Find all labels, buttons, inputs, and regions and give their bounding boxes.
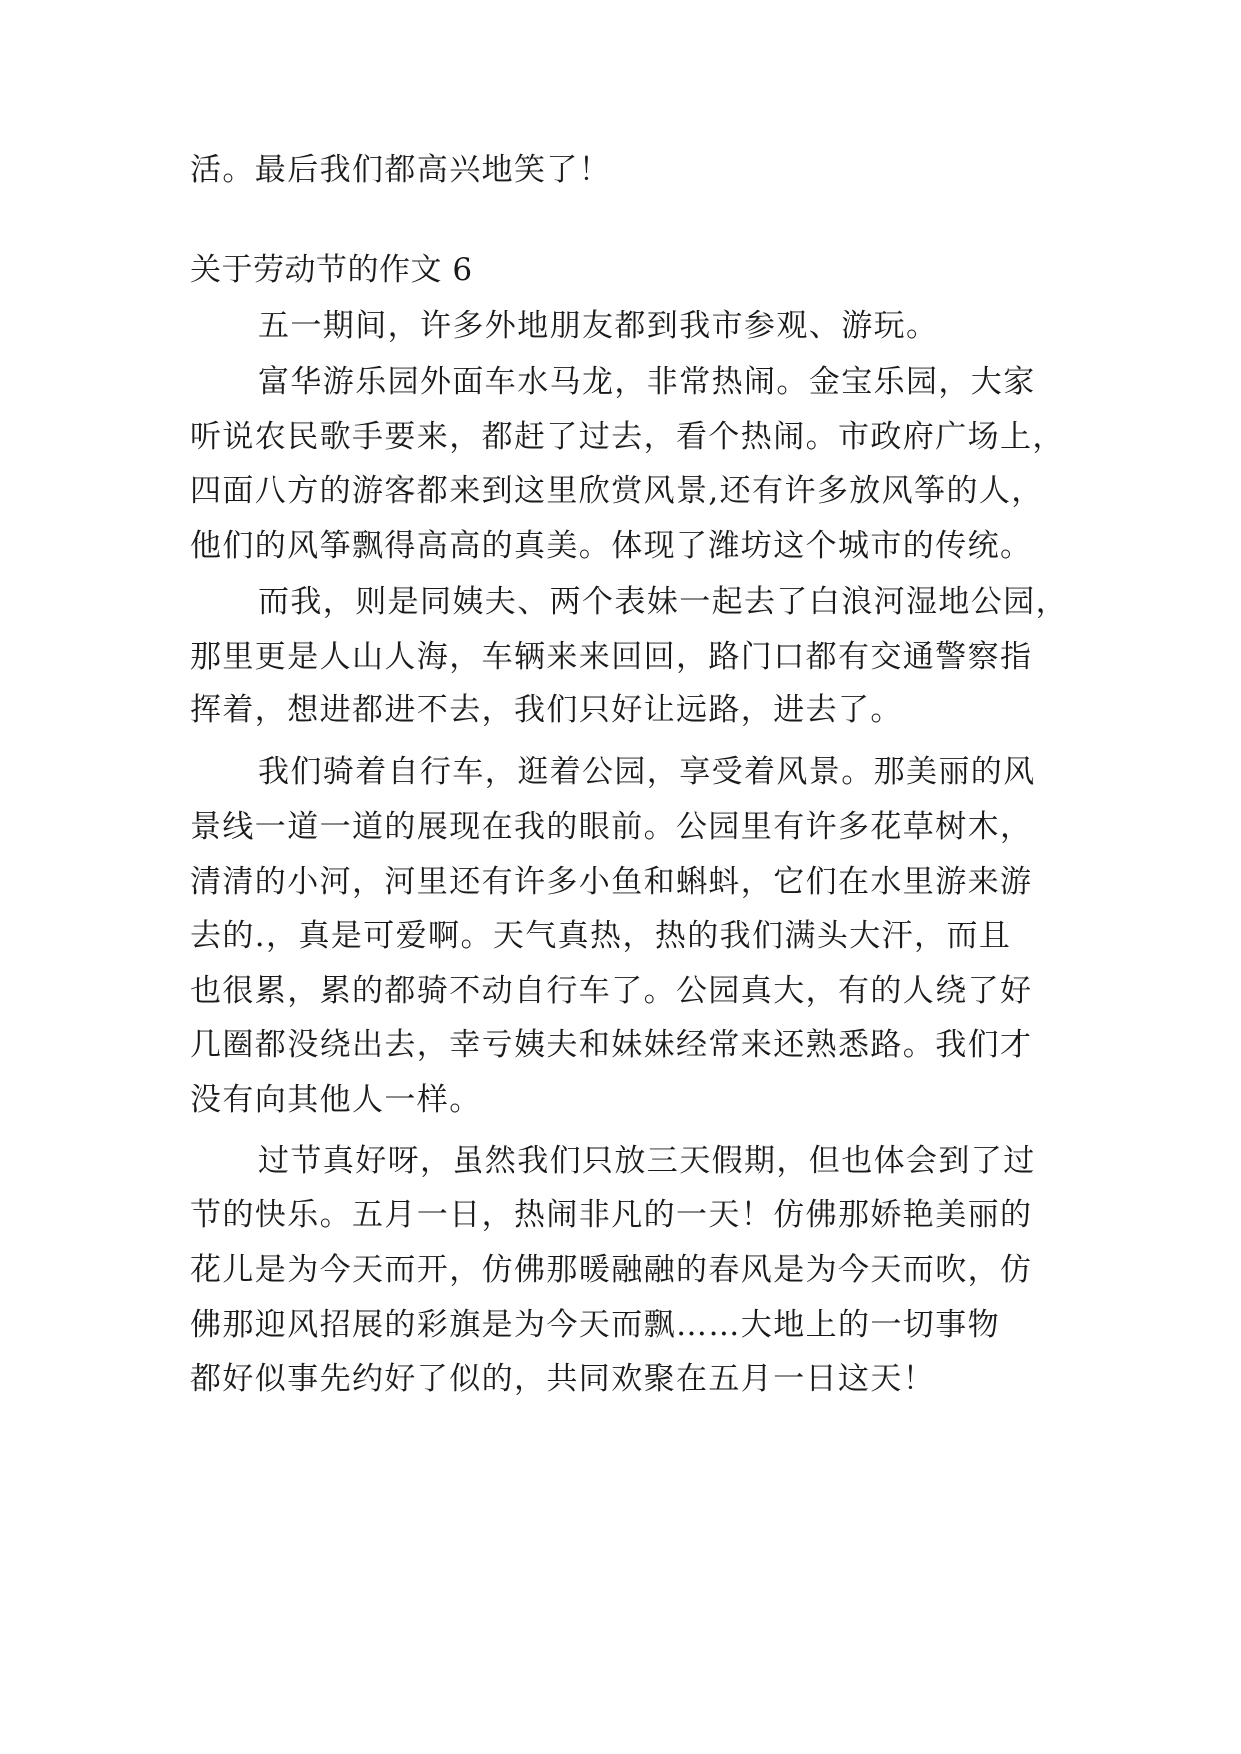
paragraph-3-line-1: 而我，则是同姨夫、两个表妹一起去了白浪河湿地公园， [258,584,1068,620]
paragraph-4-line-6: 几圈都没绕出去，幸亏姨夫和妹妹经常来还熟悉路。我们才 [190,1027,1033,1063]
paragraph-1-line-1: 五一期间，许多外地朋友都到我市参观、游玩。 [258,308,939,344]
paragraph-5-line-1: 过节真好呀，虽然我们只放三天假期，但也体会到了过 [258,1143,1036,1179]
paragraph-4-line-2: 景线一道一道的展现在我的眼前。公园里有许多花草树木， [190,809,1033,845]
paragraph-5-line-4: 佛那迎风招展的彩旗是为今天而飘……大地上的一切事物 [190,1307,1000,1343]
paragraph-2-line-3: 四面八方的游客都来到这里欣赏风景,还有许多放风筝的人， [190,473,1044,509]
paragraph-5-line-5: 都好似事先约好了似的，共同欢聚在五月一日这天！ [190,1361,936,1397]
paragraph-3-line-3: 挥着，想进都进不去，我们只好让远路，进去了。 [190,692,903,728]
paragraph-4-line-3: 清清的小河，河里还有许多小鱼和蝌蚪，它们在水里游来游 [190,864,1033,900]
paragraph-3-line-2: 那里更是人山人海，车辆来来回回，路门口都有交通警察指 [190,639,1033,675]
paragraph-2-line-2: 听说农民歌手要来，都赶了过去，看个热闹。市政府广场上， [190,419,1065,455]
paragraph-4-line-1: 我们骑着自行车，逛着公园，享受着风景。那美丽的风 [258,754,1036,790]
paragraph-4-line-4: 去的.，真是可爱啊。天气真热，热的我们满头大汗，而且 [190,918,1012,954]
paragraph-5-line-2: 节的快乐。五月一日，热闹非凡的一天！仿佛那娇艳美丽的 [190,1197,1033,1233]
paragraph-2-line-1: 富华游乐园外面车水马龙，非常热闹。金宝乐园，大家 [258,364,1036,400]
essay-title: 关于劳动节的作文 6 [190,252,473,288]
continuation-line: 活。最后我们都高兴地笑了！ [190,152,612,188]
paragraph-2-line-4: 他们的风筝飘得高高的真美。体现了潍坊这个城市的传统。 [190,528,1033,564]
paragraph-4-line-5: 也很累，累的都骑不动自行车了。公园真大，有的人绕了好 [190,973,1033,1009]
paragraph-5-line-3: 花儿是为今天而开，仿佛那暖融融的春风是为今天而吹，仿 [190,1252,1033,1288]
paragraph-4-line-7: 没有向其他人一样。 [190,1082,482,1118]
